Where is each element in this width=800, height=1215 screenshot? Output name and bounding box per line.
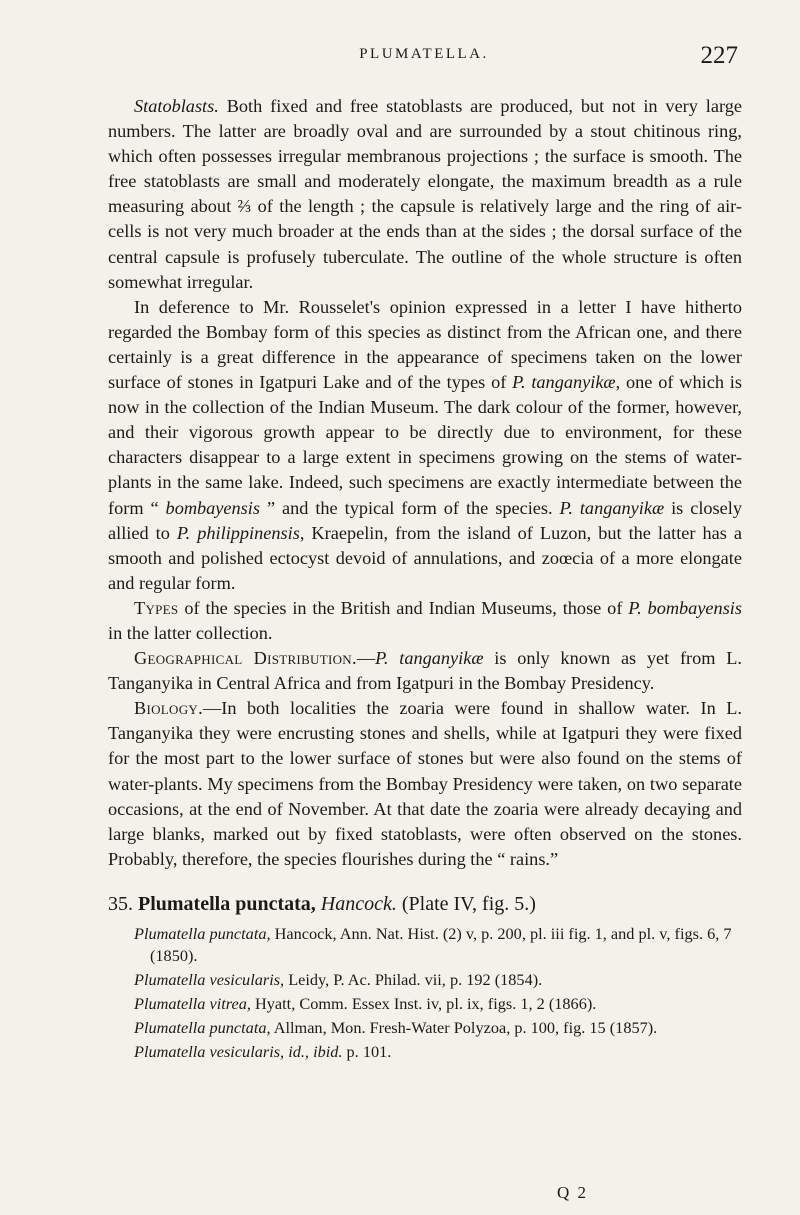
- text-run: of the species in the British and Indian Museums, those of: [178, 597, 629, 618]
- run-in-heading-biology: Biology.: [134, 698, 203, 719]
- synonym-reference: Leidy, P. Ac. Philad. vii, p. 192 (1854).: [284, 969, 543, 989]
- synonym-entry: [108, 923, 742, 967]
- form-name: bombayensis: [165, 497, 260, 518]
- synonymy-list: [108, 923, 742, 1063]
- paragraph-statoblasts: [108, 94, 742, 295]
- text-run: In deference to Mr. Rousselet's opinion expressed in a letter I have hitherto regarded the Bombay form of this species as distinct from the African one, and there certainly is a great difference in the appearance of specimens taken on the lower surface of stones in Igatpuri Lake and of the types of: [108, 296, 742, 393]
- body-text: [108, 94, 742, 1065]
- synonym-reference: Hancock, Ann. Nat. Hist. (2) v, p. 200, pl. iii fig. 1, and pl. v, figs. 6, 7 (1850).: [150, 923, 732, 965]
- section-number: 35.: [108, 892, 133, 915]
- running-head: [110, 42, 738, 74]
- section-plate-ref: (Plate IV, fig. 5.): [401, 892, 536, 915]
- species-name: P. tanganyikæ: [559, 497, 665, 518]
- synonym-entry: [108, 993, 742, 1015]
- species-name: P. philippinensis: [176, 522, 300, 543]
- text-run: ” and the typical form of the species.: [260, 497, 560, 518]
- synonym-name: Plumatella punctata,: [134, 923, 271, 943]
- paragraph-types: [108, 596, 742, 646]
- section-authority: Hancock.: [320, 892, 397, 915]
- paragraph-geographical-distribution: [108, 646, 742, 696]
- synonym-name: Plumatella punctata,: [134, 1017, 271, 1037]
- run-in-heading-types: Types: [134, 597, 179, 618]
- section-species: Plumatella punctata,: [138, 892, 316, 915]
- signature-mark: Q 2: [557, 1183, 589, 1202]
- text-run: —: [356, 648, 376, 669]
- page-number: 227: [700, 42, 738, 69]
- species-name: P. tanganyikæ: [512, 372, 616, 393]
- synonym-entry: [108, 1041, 742, 1063]
- synonym-entry: [108, 969, 742, 991]
- synonym-entry: [108, 1017, 742, 1039]
- paragraph-deference: [108, 295, 742, 596]
- section-heading: [108, 891, 742, 917]
- synonym-reference: Hyatt, Comm. Essex Inst. iv, pl. ix, figs. 1, 2 (1866).: [250, 993, 597, 1013]
- text-run: in the latter collection.: [108, 622, 273, 643]
- paragraph-biology: [108, 696, 742, 872]
- text-run: —In both localities the zoaria were found in shallow water. In L. Tanganyika they were encrusting stones and shells, while at Igatpuri they were fixed for the most part to the lower surface of stones but were also found on the stems of water-plants. My specimens from the Bombay Presidency were taken, on two separate occasions, at the end of November. At that date the zoaria were already decaying and large blanks, marked out by fixed statoblasts, were often observed on the stones. Probably, therefore, the species flourishes during the “ rains.”: [108, 698, 742, 869]
- synonym-name: Plumatella vitrea,: [134, 993, 251, 1013]
- species-name: P. tanganyikæ: [375, 648, 484, 669]
- synonym-reference: p. 101.: [342, 1041, 392, 1061]
- text-run: , one of which is now in the collection of the Indian Museum. The dark colour of the former, however, and their vigorous growth appear to be directly due to environment, for these characters disappear to a large extent in specimens growing on the stems of water-plants in the same lake. Indeed, such specimens are exactly intermediate between the form “: [108, 372, 742, 518]
- text-run: , Kraepelin, from the island of Luzon, but the latter has a smooth and polished ectocyst devoid of annulations, and zoœcia of a more elongate and regular form.: [108, 522, 742, 593]
- run-in-heading-statoblasts: Statoblasts.: [134, 96, 219, 116]
- synonym-reference: Allman, Mon. Fresh-Water Polyzoa, p. 100, fig. 15 (1857).: [270, 1017, 658, 1037]
- text-run: is only known as yet from L. Tanganyika in Central Africa and from Igatpuri in the Bombay Presidency.: [108, 648, 742, 694]
- species-name: P. bombayensis: [628, 597, 742, 618]
- text-run: is closely allied to: [108, 497, 743, 543]
- paragraph-text: Both fixed and free statoblasts are produced, but not in very large numbers. The latter are broadly oval and are surrounded by a stout chitinous ring, which often possesses irregular membranous projections ; the surface is smooth. The free statoblasts are small and moderately elongate, the maximum breadth as a rule measuring about ⅔ of the length ; the capsule is relatively large and the ring of air-cells is not very much broader at the ends than at the sides ; the dorsal surface of the central capsule is profusely tuberculate. The outline of the whole structure is often somewhat irregular.: [108, 96, 742, 292]
- running-title: PLUMATELLA.: [359, 46, 489, 62]
- run-in-heading-geography: Geographical Distribution.: [134, 648, 357, 669]
- synonym-name: Plumatella vesicularis,: [134, 969, 285, 989]
- synonym-name: Plumatella vesicularis, id., ibid.: [134, 1041, 343, 1061]
